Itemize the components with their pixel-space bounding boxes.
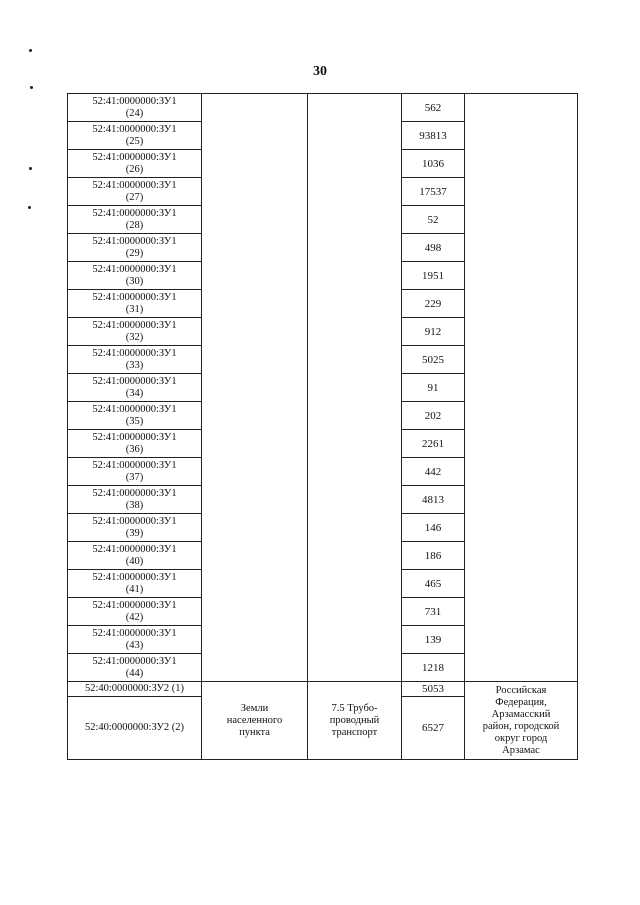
owner-line: Арзамас — [502, 744, 540, 756]
table-row — [68, 682, 578, 697]
area-cell: 562 — [402, 94, 465, 122]
plot-part-number: (36) — [125, 443, 144, 455]
area-cell: 731 — [402, 598, 465, 626]
margin-mark — [29, 167, 32, 170]
plot-part-number: (27) — [125, 191, 144, 203]
cadastral-number: 52:41:0000000:ЗУ1 — [92, 375, 177, 387]
cadastral-number-cell — [68, 234, 202, 262]
cadastral-number-cell — [68, 654, 202, 682]
cadastral-number-cell — [68, 626, 202, 654]
area-cell: 912 — [402, 318, 465, 346]
area-cell: 93813 — [402, 122, 465, 150]
area-cell: 5053 — [402, 682, 465, 697]
cadastral-number-cell — [68, 542, 202, 570]
cadastral-number: 52:41:0000000:ЗУ1 — [92, 403, 177, 415]
area-cell: 5025 — [402, 346, 465, 374]
cadastral-number-cell — [68, 122, 202, 150]
plot-part-number: (31) — [125, 303, 144, 315]
land-category-line: пункта — [239, 726, 270, 738]
land-category-line: Земли — [240, 702, 269, 714]
cadastral-number-cell — [68, 150, 202, 178]
margin-mark — [29, 49, 32, 52]
cadastral-number-cell — [68, 290, 202, 318]
permitted-use-line: проводный — [329, 714, 380, 726]
table-row — [68, 94, 578, 122]
plot-part-number: (44) — [125, 667, 144, 679]
plot-part-number: (26) — [125, 163, 144, 175]
permitted-use-cell — [308, 682, 402, 760]
cadastral-number: 52:41:0000000:ЗУ1 — [92, 599, 177, 611]
plot-part-number: (38) — [125, 499, 144, 511]
land-category-cell — [202, 682, 308, 760]
cadastral-number: 52:41:0000000:ЗУ1 — [92, 347, 177, 359]
land-category-cell-empty — [202, 94, 308, 682]
cadastral-number-cell — [68, 178, 202, 206]
cadastral-number: 52:41:0000000:ЗУ1 — [92, 207, 177, 219]
cadastral-number-cell — [68, 598, 202, 626]
plot-part-number: (43) — [125, 639, 144, 651]
cadastral-number-cell — [68, 514, 202, 542]
owner-line: район, городской — [482, 720, 560, 732]
area-cell: 52 — [402, 206, 465, 234]
cadastral-number-cell: 52:40:0000000:ЗУ2 (2) — [68, 697, 202, 760]
owner-line: Арзамасский — [491, 708, 551, 720]
owner-line: Федерация, — [495, 696, 547, 708]
area-cell: 146 — [402, 514, 465, 542]
land-plots-table — [67, 93, 578, 760]
cadastral-number-cell — [68, 346, 202, 374]
cadastral-number-cell: 52:40:0000000:ЗУ2 (1) — [68, 682, 202, 697]
plot-part-number: (30) — [125, 275, 144, 287]
page-number: 30 — [313, 64, 327, 79]
plot-part-number: (39) — [125, 527, 144, 539]
cadastral-number-cell — [68, 486, 202, 514]
cadastral-number-cell — [68, 94, 202, 122]
cadastral-number: 52:41:0000000:ЗУ1 — [92, 487, 177, 499]
cadastral-number: 52:41:0000000:ЗУ1 — [92, 95, 177, 107]
plot-part-number: (25) — [125, 135, 144, 147]
area-cell: 2261 — [402, 430, 465, 458]
cadastral-number: 52:41:0000000:ЗУ1 — [92, 543, 177, 555]
cadastral-number-cell — [68, 318, 202, 346]
plot-part-number: (33) — [125, 359, 144, 371]
plot-part-number: (37) — [125, 471, 144, 483]
cadastral-number: 52:41:0000000:ЗУ1 — [92, 515, 177, 527]
cadastral-number: 52:41:0000000:ЗУ1 — [92, 627, 177, 639]
cadastral-number-cell — [68, 374, 202, 402]
plot-part-number: (42) — [125, 611, 144, 623]
cadastral-number-cell — [68, 206, 202, 234]
plot-part-number: (32) — [125, 331, 144, 343]
area-cell: 91 — [402, 374, 465, 402]
area-cell: 442 — [402, 458, 465, 486]
owner-line: Российская — [495, 684, 547, 696]
permitted-use-line: 7.5 Трубо- — [331, 702, 378, 714]
area-cell: 202 — [402, 402, 465, 430]
owner-line: округ город — [494, 732, 548, 744]
owner-cell — [465, 682, 578, 760]
cadastral-number: 52:41:0000000:ЗУ1 — [92, 263, 177, 275]
area-cell: 1951 — [402, 262, 465, 290]
cadastral-number: 52:41:0000000:ЗУ1 — [92, 571, 177, 583]
area-cell: 17537 — [402, 178, 465, 206]
cadastral-number: 52:41:0000000:ЗУ1 — [92, 235, 177, 247]
cadastral-number-cell — [68, 430, 202, 458]
cadastral-number: 52:41:0000000:ЗУ1 — [92, 179, 177, 191]
cadastral-number: 52:41:0000000:ЗУ1 — [92, 459, 177, 471]
plot-part-number: (35) — [125, 415, 144, 427]
cadastral-number-cell — [68, 570, 202, 598]
cadastral-number-cell — [68, 262, 202, 290]
area-cell: 1218 — [402, 654, 465, 682]
margin-mark — [28, 206, 31, 209]
area-cell: 186 — [402, 542, 465, 570]
area-cell: 4813 — [402, 486, 465, 514]
land-category-line: населенного — [226, 714, 283, 726]
cadastral-number-cell — [68, 402, 202, 430]
cadastral-number: 52:41:0000000:ЗУ1 — [92, 431, 177, 443]
cadastral-number: 52:41:0000000:ЗУ1 — [92, 291, 177, 303]
plot-part-number: (41) — [125, 583, 144, 595]
area-cell: 498 — [402, 234, 465, 262]
permitted-use-cell-empty — [308, 94, 402, 682]
margin-mark — [30, 86, 33, 89]
area-cell: 229 — [402, 290, 465, 318]
area-cell: 139 — [402, 626, 465, 654]
area-cell: 465 — [402, 570, 465, 598]
area-cell: 6527 — [402, 697, 465, 760]
cadastral-number: 52:41:0000000:ЗУ1 — [92, 655, 177, 667]
permitted-use-line: транспорт — [331, 726, 378, 738]
plot-part-number: (34) — [125, 387, 144, 399]
cadastral-number: 52:41:0000000:ЗУ1 — [92, 123, 177, 135]
owner-cell-empty — [465, 94, 578, 682]
plot-part-number: (40) — [125, 555, 144, 567]
plot-part-number: (24) — [125, 107, 144, 119]
cadastral-number: 52:41:0000000:ЗУ1 — [92, 151, 177, 163]
plot-part-number: (29) — [125, 247, 144, 259]
cadastral-number-cell — [68, 458, 202, 486]
plot-part-number: (28) — [125, 219, 144, 231]
area-cell: 1036 — [402, 150, 465, 178]
cadastral-number: 52:41:0000000:ЗУ1 — [92, 319, 177, 331]
